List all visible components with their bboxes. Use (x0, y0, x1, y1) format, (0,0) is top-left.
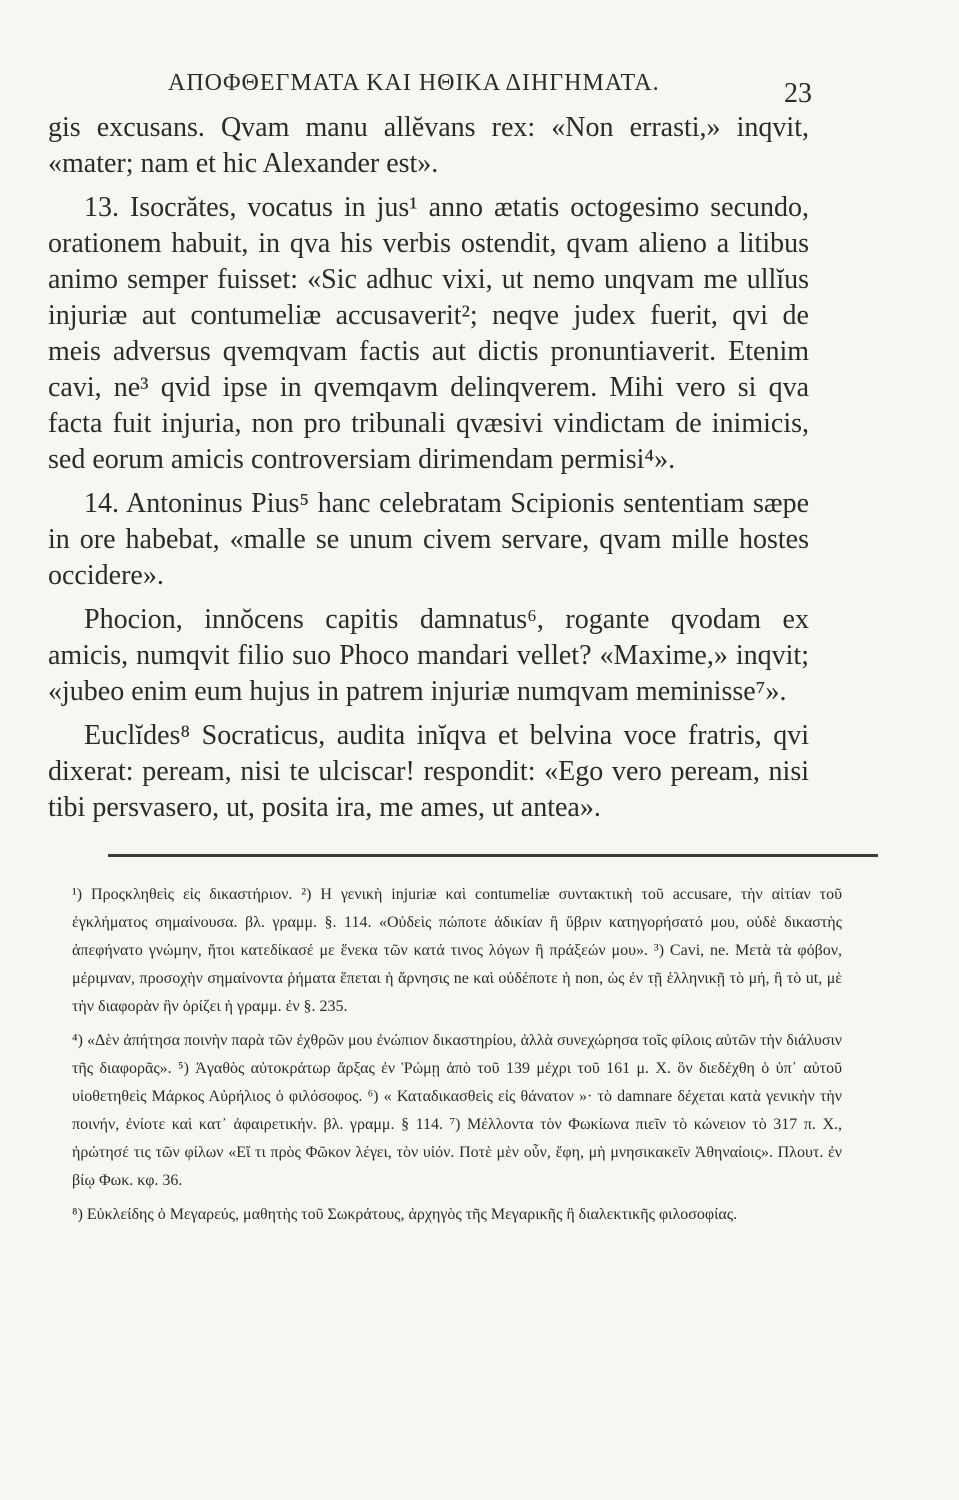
paragraph-isocrates: 13. Isocrătes, vocatus in jus¹ anno ætatis octogesimo secundo, orationem habuit, in qva his verbis ostendit, qvam alieno a litibus animo semper fuisset: «Sic adhuc vixi, ut nemo unqvam me ullĭus injuriæ aut contumeliæ accusaverit²; neqve judex fuerit, qvi de meis adversus qvemqvam factis aut dictis pronuntiaverit. Etenim cavi, ne³ qvid ipse in qvemqavm delinqverem. Mihi vero si qva facta fuit injuria, non pro tribunali qvæsivi vindictam de inimicis, sed eorum amicis controversiam dirimendam permisi⁴». (48, 192, 809, 475)
footnote-block: ⁴) «Δὲν ἀπήτησα ποινὴν παρὰ τῶν ἐχθρῶν μου ἐνώπιον δικαστηρίου, ἀλλὰ συνεχώρησα τοῖς φίλοις αὐτῶν τὴν διάλυσιν τῆς διαφορᾶς». ⁵) Ἀγαθὸς αὐτοκράτωρ ἄρξας ἐν Ῥώμῃ ἀπὸ τοῦ 139 μέχρι τοῦ 161 μ. Χ. ὃν διεδέχθη ὁ ὑπ᾽ αὐτοῦ υἱοθετηθεὶς Μάρκος Αὐρήλιος ὁ φιλόσοφος. ⁶) « Καταδικασθεὶς εἰς θάνατον »· τὸ damnare δέχεται κατὰ γενικὴν τὴν ποινήν, ἐνίοτε καὶ κατ᾽ ἀφαιρετικήν. βλ. γραμμ. § 114. ⁷) Μέλλοντα τὸν Φωκίωνα πιεῖν τὸ κώνειον τὸ 317 π. Χ., ἠρώτησέ τις τῶν φίλων «Εἴ τι πρὸς Φῶκον λέγει, τὸν υἱόν. Ποτὲ μὲν οὖν, ἔφη, μὴ μνησικακεῖν Ἀθηναίοις». Πλουτ. ἐν βίῳ Φωκ. κφ. 36. (72, 1032, 842, 1189)
main-text (48, 110, 809, 826)
paragraph-phocion: Phocion, innŏcens capitis damnatus⁶, rogante qvodam ex amicis, numqvit filio suo Phoco mandari vellet? «Maxime,» inqvit; «jubeo enim eum hujus in patrem injuriæ numqvam meminisse⁷». (48, 604, 809, 707)
running-head (48, 70, 812, 110)
paragraph-antoninus: 14. Antoninus Pius⁵ hanc celebratam Scipionis sententiam sæpe in ore habebat, «malle se unum civem servare, qvam mille hostes occidere». (48, 488, 809, 591)
footnote-divider (108, 854, 878, 857)
footnote-block: ⁸) Εὐκλείδης ὁ Μεγαρεύς, μαθητὴς τοῦ Σωκράτους, ἀρχηγὸς τῆς Μεγαρικῆς ἢ διαλεκτικῆς φιλοσοφίας. (72, 1206, 738, 1223)
paragraph-continuation: gis excusans. Qvam manu allĕvans rex: «Non errasti,» inqvit, «mater; nam et hic Alexander est». (48, 112, 809, 179)
page-number: 23 (784, 78, 812, 109)
page-header-title: ΑΠΟΦΘΕΓΜΑΤΑ ΚΑΙ ΗΘΙΚΑ ΔΙΗΓΗΜΑΤΑ. (168, 70, 660, 96)
footnote-block: ¹) Προςκληθεὶς εἰς δικαστήριον. ²) Η γενικὴ injuriæ καὶ contumeliæ συντακτικὴ τοῦ accusare, τὴν αἰτίαν τοῦ ἐγκλήματος σημαίνουσα. βλ. γραμμ. §. 114. «Οὐδεὶς πώποτε ἀδικίαν ἢ ὕβριν κατηγορήσατό μου, οὐδὲ δικαστὴς ἀπεφήνατο γνώμην, ἤτοι κατεδίκασέ με ἕνεκα τῶν κατά τινος λόγων ἢ πράξεών μου». ³) Cavi, ne. Μετὰ τὰ φόβον, μέριμναν, προσοχὴν σημαίνοντα ῥήματα ἕπεται ἡ ἄρνησις ne καὶ οὐδέποτε ἡ non, ὡς ἐν τῇ ἑλληνικῇ τὸ μή, ἢ τὸ ut, μὲ τὴν διαφορὰν ἣν ὁρίζει ἡ γραμμ. ἐν §. 235. (72, 886, 842, 1015)
paragraph-euclides: Euclĭdes⁸ Socraticus, audita inĭqva et belvina voce fratris, qvi dixerat: peream, nisi te ulciscar! respondit: «Ego vero peream, nisi tibi persvasero, ut, posita ira, me ames, ut antea». (48, 720, 809, 823)
footnotes (72, 881, 842, 1229)
